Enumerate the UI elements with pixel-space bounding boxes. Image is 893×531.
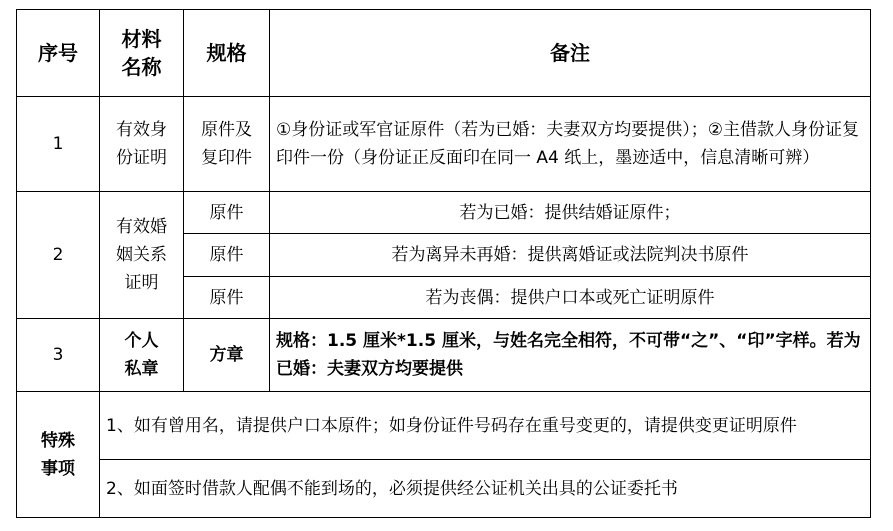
special-row-1 [17,392,871,460]
row-2c-spec: 原件 [184,277,270,319]
header-note: 备注 [270,10,871,97]
row-3-material [100,319,184,392]
header-row [17,10,871,97]
table-row-1 [17,97,871,192]
row-1-material [100,97,184,192]
row-3-material-line-1: 个人 [124,331,159,351]
header-spec: 规格 [184,10,270,97]
special-label [17,392,100,518]
row-3-spec: 方章 [184,319,270,392]
row-1-spec-line-1: 原件及 [201,120,252,140]
row-3-note: 规格：1.5 厘米*1.5 厘米，与姓名完全相符，不可带“之”、“印”字样。若为已婚：夫妻双方均要提供 [270,319,871,392]
row-2b-spec: 原件 [184,234,270,277]
table-row-3 [17,319,871,392]
header-material-line-1: 材料 [121,27,162,51]
special-item-1: 1、如有曾用名，请提供户口本原件；如身份证件号码存在重号变更的，请提供变更证明原件 [100,392,871,460]
row-2-material-line-3: 证明 [124,273,159,293]
row-2-material-line-1: 有效婚 [116,217,167,237]
row-2a-spec: 原件 [184,192,270,234]
row-2-seq: 2 [17,192,100,319]
special-row-2 [17,460,871,518]
row-1-spec [184,97,270,192]
row-2c-note: 若为丧偶：提供户口本或死亡证明原件 [270,277,871,319]
special-item-2: 2、如面签时借款人配偶不能到场的，必须提供经公证机关出具的公证委托书 [100,460,871,518]
row-1-spec-line-2: 复印件 [201,148,252,168]
row-2b-note: 若为离异未再婚：提供离婚证或法院判决书原件 [270,234,871,277]
row-2-material [100,192,184,319]
header-material-line-2: 名称 [121,55,162,79]
row-3-material-line-2: 私章 [124,359,159,379]
row-3-seq: 3 [17,319,100,392]
row-2a-note: 若为已婚：提供结婚证原件； [270,192,871,234]
header-material [100,10,184,97]
row-1-seq: 1 [17,97,100,192]
row-1-material-line-1: 有效身 [116,120,167,140]
materials-table [16,9,871,518]
special-label-line-2: 事项 [41,458,75,479]
special-label-line-1: 特殊 [41,430,75,451]
row-1-material-line-2: 份证明 [116,148,167,168]
row-2-material-line-2: 姻关系 [116,245,167,265]
row-1-note: ①身份证或军官证原件（若为已婚：夫妻双方均要提供）；②主借款人身份证复印件一份（身份证正反面印在同一 A4 纸上，墨迹适中，信息清晰可辨） [270,97,871,192]
table-row-2a [17,192,871,234]
header-seq: 序号 [17,10,100,97]
